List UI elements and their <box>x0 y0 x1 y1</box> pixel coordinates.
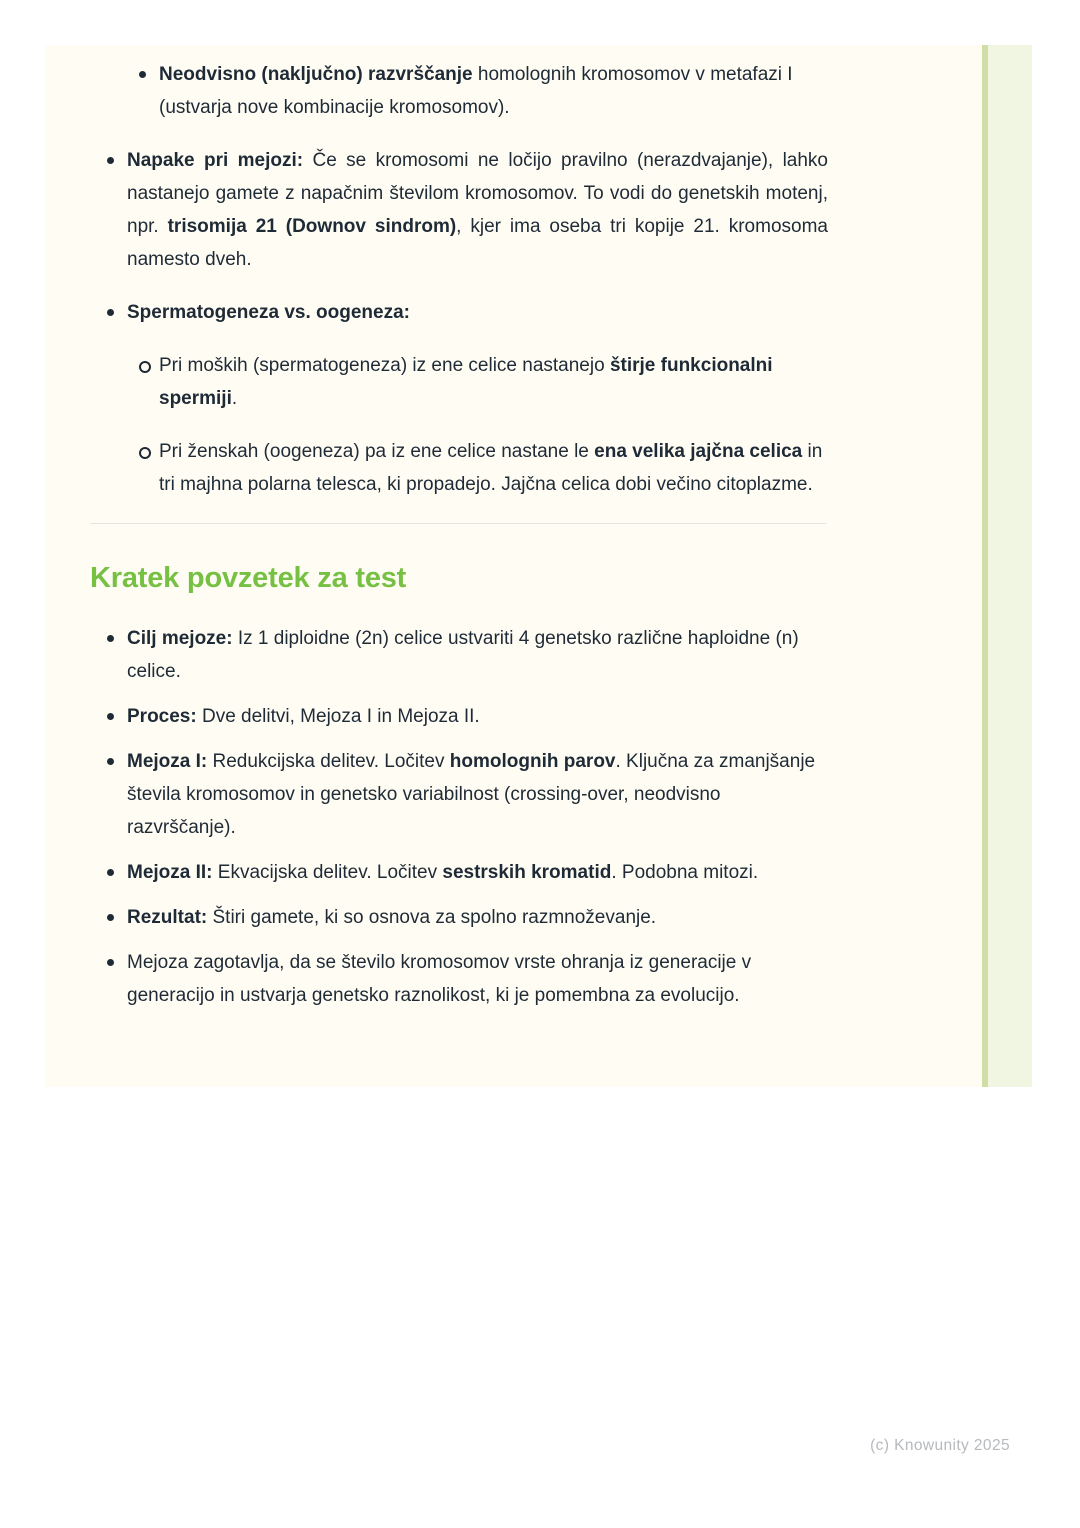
divider <box>90 523 826 524</box>
disc-bullet-marker <box>105 144 127 276</box>
circle-bullet-marker <box>137 349 159 415</box>
content-blocks <box>90 45 828 1012</box>
document-card <box>45 45 1032 1087</box>
list-item-text: Cilj mejoze: Iz 1 diploidne (2n) celice ustvariti 4 genetsko različne haploidne (n) celice. <box>127 628 799 682</box>
list-item-text: Mejoza I: Redukcijska delitev. Ločitev homolognih parov. Ključna za zmanjšanje števila kromosomov in genetsko variabilnost (crossing-over, neodvisno razvrščanje). <box>127 751 816 838</box>
disc-bullet-marker <box>105 856 127 889</box>
disc-bullet-marker <box>105 622 127 688</box>
disc-bullet-marker <box>105 901 127 934</box>
list-item <box>90 622 828 688</box>
list-item <box>90 901 828 934</box>
accent-bar <box>982 45 1032 1087</box>
list-item-text: Proces: Dve delitvi, Mejoza I in Mejoza II. <box>127 706 480 727</box>
list-item-text: Mejoza II: Ekvacijska delitev. Ločitev sestrskih kromatid. Podobna mitozi. <box>127 862 759 883</box>
list-item <box>90 856 828 889</box>
disc-bullet-marker <box>105 745 127 844</box>
list-item <box>90 946 828 1012</box>
list-item-text: Pri ženskah (oogeneza) pa iz ene celice nastane le ena velika jajčna celica in tri majhna polarna telesca, ki propadejo. Jajčna celica dobi večino citoplazme. <box>159 441 823 495</box>
list-item-text: Napake pri mejozi: Če se kromosomi ne ločijo pravilno (nerazdvajanje), lahko nastanejo gamete z napačnim številom kromosomov. To vodi do genetskih motenj, npr. trisomija 21 (Downov sindrom), kjer ima oseba tri kopije 21. kromosoma namesto dveh. <box>127 150 828 270</box>
list-item-text: Mejoza zagotavlja, da se število kromosomov vrste ohranja iz generacije v generacijo in ustvarja genetsko raznolikost, ki je pomembna za evolucijo. <box>127 952 752 1006</box>
list-item <box>90 435 828 501</box>
list-item-text: Spermatogeneza vs. oogeneza: <box>127 302 410 323</box>
list-item <box>90 58 828 124</box>
list-item <box>90 700 828 733</box>
list-item-text: Neodvisno (naključno) razvrščanje homolognih kromosomov v metafazi I (ustvarja nove kombinacije kromosomov). <box>159 64 793 118</box>
disc-bullet-marker <box>105 946 127 1012</box>
circle-bullet-marker <box>137 435 159 501</box>
list-item <box>90 349 828 415</box>
list-item-text: Pri moških (spermatogeneza) iz ene celice nastanejo štirje funkcionalni spermiji. <box>159 355 773 409</box>
disc-bullet-marker <box>105 296 127 329</box>
section-heading: Kratek povzetek za test <box>90 562 407 594</box>
list-item <box>90 144 828 276</box>
disc-bullet-marker <box>105 700 127 733</box>
footer-copyright: (c) Knowunity 2025 <box>870 1437 1010 1454</box>
list-item <box>90 296 828 329</box>
disc-bullet-marker <box>137 58 159 124</box>
list-item-text: Rezultat: Štiri gamete, ki so osnova za spolno razmnoževanje. <box>127 907 657 928</box>
list-item <box>90 745 828 844</box>
